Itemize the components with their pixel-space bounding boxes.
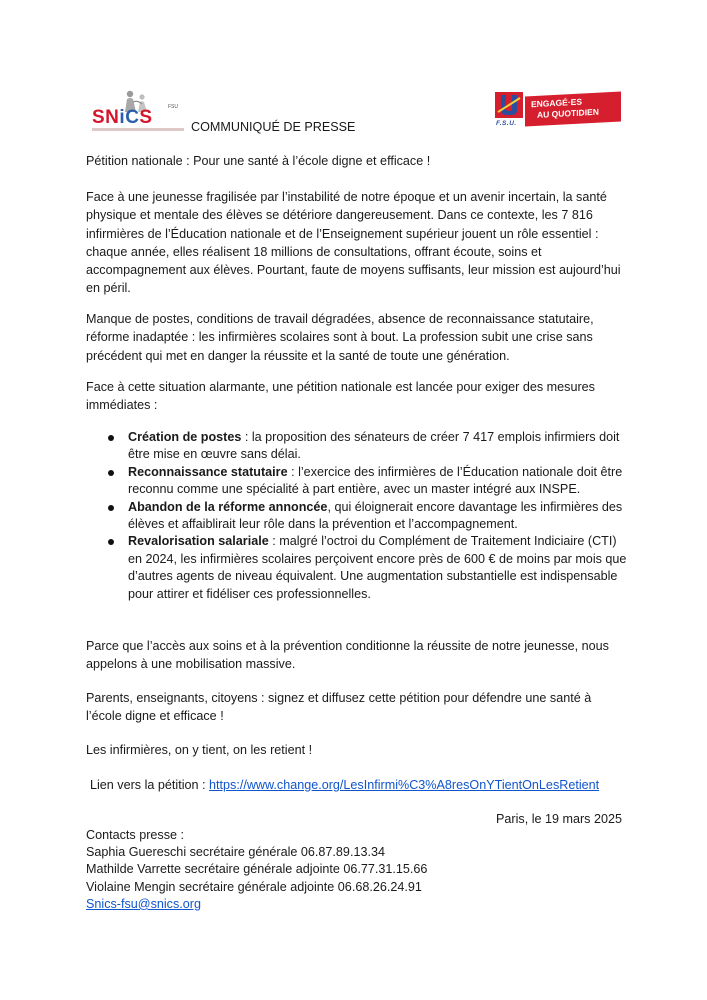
date-line: Paris, le 19 mars 2025 <box>496 812 622 826</box>
list-item-bold: Création de postes <box>128 430 242 444</box>
bullet-icon <box>108 505 114 511</box>
fsu-text: F.S.U. <box>496 120 517 127</box>
paragraph-mobilisation: Parce que l’accès aux soins et à la prévention conditionne la réussite de notre jeunesse, nous appelons à une mobilisation massive. <box>86 639 609 672</box>
snics-wordmark: SNiCS <box>92 107 153 128</box>
engage-line-1: ENGAGÉ·ES <box>531 96 583 110</box>
list-item-text: : l’exercice des infirmières de l’Éducation nationale doit être reconnu comme une spécialité à part entière, avec un master intégré aux INSPE. <box>128 464 623 497</box>
communique-heading: COMMUNIQUÉ DE PRESSE <box>191 120 356 134</box>
contact-person: Saphia Guereschi secrétaire générale 06.87.89.13.34 <box>86 845 385 860</box>
list-item-text: : la proposition des sénateurs de créer 7 417 emplois infirmiers doit être mise en œuvre sans délai. <box>128 430 620 462</box>
snics-logo <box>92 90 184 136</box>
bullet-icon <box>108 539 114 545</box>
snics-fsu-label: FSU <box>168 104 178 110</box>
snics-tagline-bar <box>92 128 184 131</box>
demands-list <box>108 429 628 603</box>
press-contacts <box>86 827 626 913</box>
page-title: Pétition nationale : Pour une santé à l’école digne et efficace ! <box>86 154 431 168</box>
petition-label: Lien vers la pétition : <box>90 778 210 792</box>
paragraph-slogan: Les infirmières, on y tient, on les retient ! <box>86 743 313 757</box>
paragraph-crisis: Manque de postes, conditions de travail dégradées, absence de reconnaissance statutaire, réforme inadaptée : les infirmières scolaires sont à bout. La profession subit une crise sans précédent qui met en danger la réussite et la santé de toute une génération. <box>86 312 594 363</box>
fsu-emblem-icon <box>495 92 523 118</box>
list-item <box>108 533 628 603</box>
paragraph-call-to-action: Parents, enseignants, citoyens : signez et diffusez cette pétition pour défendre une santé à l’école digne et efficace ! <box>86 691 592 724</box>
list-item-bold: Abandon de la réforme annoncée <box>128 499 328 514</box>
contact-email-link[interactable]: Snics-fsu@snics.org <box>86 896 201 911</box>
fsu-logo <box>495 90 623 130</box>
bullet-icon <box>108 470 114 476</box>
bullet-icon <box>108 435 114 441</box>
list-item <box>108 499 628 534</box>
paragraph-petition-intro: Face à cette situation alarmante, une pétition nationale est lancée pour exiger des mesures immédiates : <box>86 380 595 413</box>
list-item-text: , qui éloignerait encore davantage les infirmières des élèves et affaiblirait leur rôle dans la prévention et l’accompagnement. <box>128 499 623 532</box>
list-item <box>108 429 628 464</box>
petition-link[interactable]: https://www.change.org/LesInfirmi%C3%A8resOnYTientOnLesRetient <box>209 778 600 792</box>
list-item-bold: Revalorisation salariale <box>128 534 269 549</box>
list-item-bold: Reconnaissance statutaire <box>128 464 288 479</box>
contacts-heading: Contacts presse : <box>86 828 184 842</box>
paragraph-context: Face à une jeunesse fragilisée par l’instabilité de notre époque et un avenir incertain, la santé physique et mentale des élèves se détériore dangereusement. Dans ce contexte, les 7 816 infirmières de l’Éducation nationale et de l’Enseignement supérieur jouent un rôle essentiel : chaque année, elles réalisent 18 millions de consultations, offrant écoute, soins et accompagnement aux élèves. Pourtant, faute de moyens suffisants, leur mission est aujourd’hui en péril. <box>86 190 621 296</box>
engage-badge <box>525 91 621 126</box>
contact-person: Mathilde Varrette secrétaire générale adjointe 06.77.31.15.66 <box>86 862 428 877</box>
contact-person: Violaine Mengin secrétaire générale adjointe 06.68.26.24.91 <box>86 879 422 894</box>
list-item-text: : malgré l’octroi du Complément de Traitement Indiciaire (CTI) en 2024, les infirmières scolaires perçoivent encore près de 600 € de moins par mois que d’autres agents de niveau équivalent. Une augmentation substantielle est indispensable pour attirer et fidéliser ces professionnelles. <box>128 534 627 601</box>
petition-line <box>90 776 630 794</box>
engage-line-2: AU QUOTIDIEN <box>537 106 599 120</box>
list-item <box>108 464 628 499</box>
